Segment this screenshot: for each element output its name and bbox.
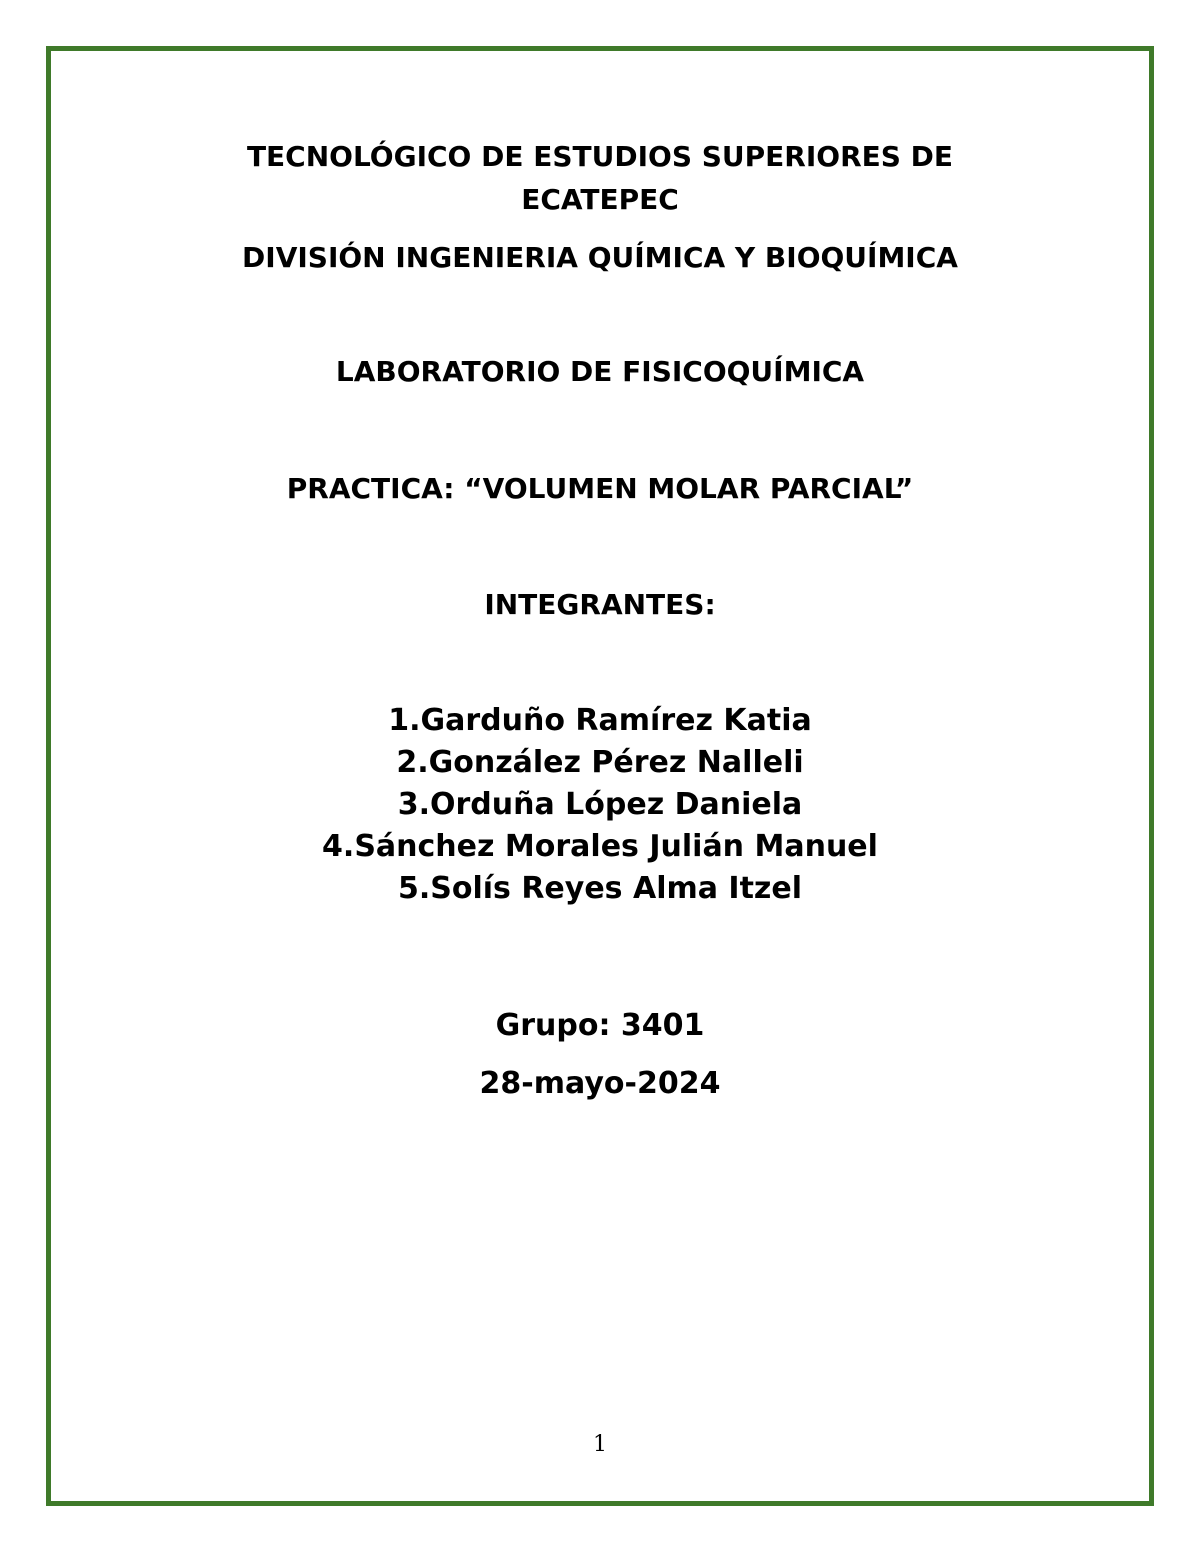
division-title: DIVISIÓN INGENIERIA QUÍMICA Y BIOQUÍMICA bbox=[242, 241, 958, 274]
institution-title-line1: TECNOLÓGICO DE ESTUDIOS SUPERIORES DE bbox=[246, 140, 954, 173]
members-heading: INTEGRANTES: bbox=[484, 588, 716, 621]
member-item: 3.Orduña López Daniela bbox=[397, 787, 803, 822]
laboratory-title: LABORATORIO DE FISICOQUÍMICA bbox=[335, 355, 865, 388]
members-list bbox=[0, 700, 1200, 910]
group-label: Grupo: 3401 bbox=[495, 1008, 705, 1043]
page-number: 1 bbox=[593, 1432, 607, 1457]
date-label: 28-mayo-2024 bbox=[479, 1066, 721, 1101]
member-item: 4.Sánchez Morales Julián Manuel bbox=[322, 829, 878, 864]
institution-title-line2: ECATEPEC bbox=[521, 183, 679, 216]
member-item: 5.Solís Reyes Alma Itzel bbox=[397, 871, 803, 906]
member-item: 2.González Pérez Nalleli bbox=[396, 745, 804, 780]
member-item: 1.Garduño Ramírez Katia bbox=[388, 703, 812, 738]
practice-title: PRACTICA: “VOLUMEN MOLAR PARCIAL” bbox=[286, 472, 914, 505]
